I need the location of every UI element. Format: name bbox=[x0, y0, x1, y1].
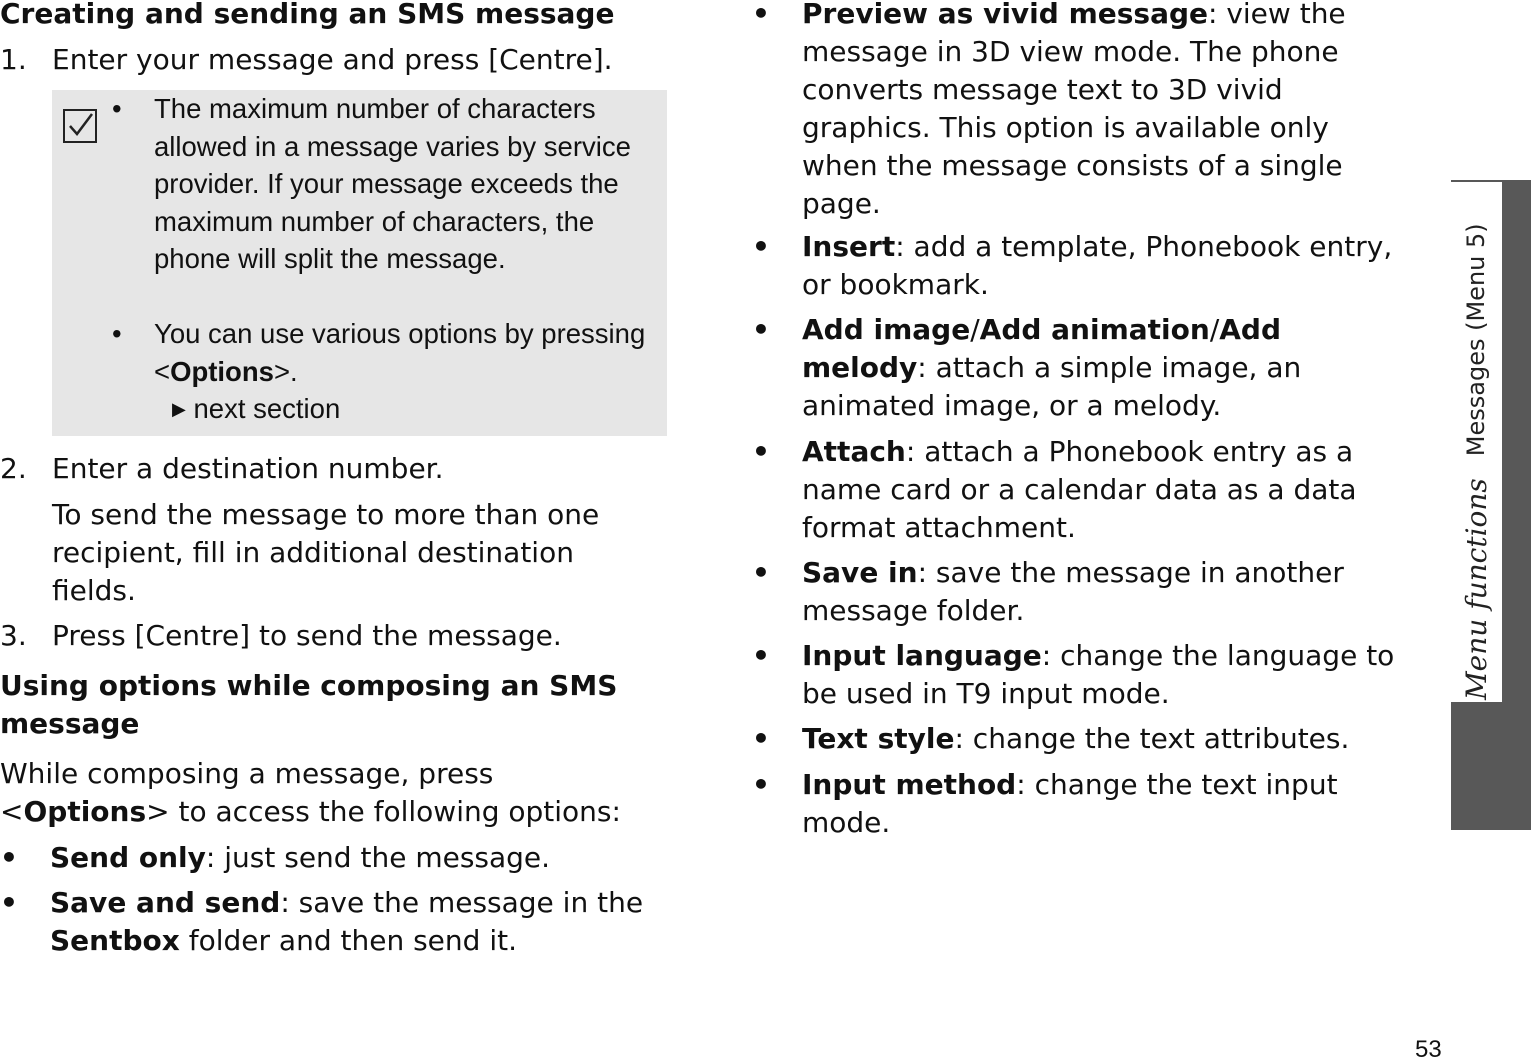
running-header bbox=[1436, 195, 1516, 700]
option-desc: : attach a Phonebook entry as a name card or a calendar data as a data format attachment. bbox=[802, 435, 1357, 544]
step-text: Enter your message and press [Centre]. bbox=[52, 43, 613, 76]
note-item bbox=[112, 90, 654, 278]
option-desc: : change the text input mode. bbox=[802, 768, 1338, 839]
intro-text-end: > to access the following options: bbox=[146, 795, 621, 828]
option-term: Save in bbox=[802, 556, 918, 589]
section-heading: Creating and sending an SMS message bbox=[0, 0, 615, 30]
option-text bbox=[802, 637, 1412, 713]
option-text bbox=[802, 228, 1412, 304]
bullet: • bbox=[112, 93, 122, 124]
option-term: Add animation bbox=[979, 313, 1210, 346]
option-term: Add image bbox=[802, 313, 971, 346]
option-text bbox=[802, 720, 1412, 758]
option-text bbox=[802, 0, 1412, 223]
step-text: Press [Centre] to send the message. bbox=[52, 619, 562, 652]
option-term: Save and send bbox=[50, 886, 281, 919]
section-label: Menu functions bbox=[1459, 478, 1493, 700]
running-header-text bbox=[1436, 195, 1516, 700]
note-text-end: >. bbox=[273, 355, 298, 387]
option-desc: : attach a simple image, an animated image, or a melody. bbox=[802, 351, 1302, 422]
step-1 bbox=[0, 41, 668, 81]
option-term: Insert bbox=[802, 230, 896, 263]
next-section-link[interactable] bbox=[172, 390, 672, 432]
note-item bbox=[112, 315, 654, 390]
option-text bbox=[802, 766, 1412, 842]
option-text bbox=[802, 311, 1412, 425]
option-desc: : save the message in another message folder. bbox=[802, 556, 1344, 627]
option-term: Send only bbox=[50, 841, 206, 874]
checkbox-note-icon bbox=[62, 108, 98, 144]
bullet: • bbox=[752, 639, 770, 672]
option-desc: : just send the message. bbox=[205, 841, 551, 874]
option-term: Input method bbox=[802, 768, 1017, 801]
note-text: You can use various options by pressing < bbox=[154, 318, 646, 387]
option-desc: : save the message in the bbox=[280, 886, 644, 919]
step-text: Enter a destination number. bbox=[52, 452, 444, 485]
folder-name: Sentbox bbox=[50, 924, 180, 957]
option-term: Add melody bbox=[802, 313, 1282, 384]
option-text bbox=[802, 554, 1412, 630]
note-text: The maximum number of characters allowed in a message varies by service provider. If your message exceeds the maximum number of characters, the phone will split the message. bbox=[154, 93, 631, 274]
option-text bbox=[50, 839, 660, 877]
bullet: • bbox=[752, 313, 770, 346]
bullet: • bbox=[752, 0, 770, 30]
step-number: 3. bbox=[0, 619, 27, 652]
option-text bbox=[50, 884, 660, 960]
bullet: • bbox=[0, 841, 18, 874]
step-2-detail: To send the message to more than one recipient, fill in additional destination fields. bbox=[52, 498, 600, 607]
options-intro bbox=[0, 755, 668, 831]
option-desc: : add a template, Phonebook entry, or bookmark. bbox=[802, 230, 1393, 301]
separator: / bbox=[1209, 313, 1220, 346]
step-number: 1. bbox=[0, 43, 27, 76]
subsection-label: Messages (Menu 5) bbox=[1462, 223, 1490, 457]
bullet: • bbox=[752, 768, 770, 801]
bullet: • bbox=[752, 230, 770, 263]
option-desc: : view the message in 3D view mode. The phone converts message text to 3D vivid graphics. This option is available only when the message consists of a single page. bbox=[802, 0, 1346, 220]
bullet: • bbox=[112, 318, 122, 349]
options-heading: Using options while composing an SMS message bbox=[0, 669, 618, 740]
option-term: Attach bbox=[802, 435, 906, 468]
option-term: Text style bbox=[802, 722, 955, 755]
option-text bbox=[802, 433, 1412, 547]
option-desc: : change the language to be used in T9 input mode. bbox=[802, 639, 1395, 710]
options-key: Options bbox=[170, 355, 274, 387]
next-section-label: next section bbox=[193, 393, 341, 424]
option-term: Preview as vivid message bbox=[802, 0, 1208, 30]
note-box bbox=[52, 90, 667, 436]
triangle-right-icon: ▶ bbox=[172, 399, 186, 419]
bullet: • bbox=[0, 886, 18, 919]
options-key: Options bbox=[23, 795, 147, 828]
bullet: • bbox=[752, 435, 770, 468]
intro-text: While composing a message, press < bbox=[0, 757, 494, 828]
bullet: • bbox=[752, 722, 770, 755]
page-number: 53 bbox=[1415, 1036, 1442, 1063]
separator: / bbox=[970, 313, 980, 346]
option-desc: : change the text attributes. bbox=[954, 722, 1350, 755]
option-term: Input language bbox=[802, 639, 1042, 672]
step-number: 2. bbox=[0, 452, 27, 485]
option-desc-end: folder and then send it. bbox=[179, 924, 517, 957]
bullet: • bbox=[752, 556, 770, 589]
